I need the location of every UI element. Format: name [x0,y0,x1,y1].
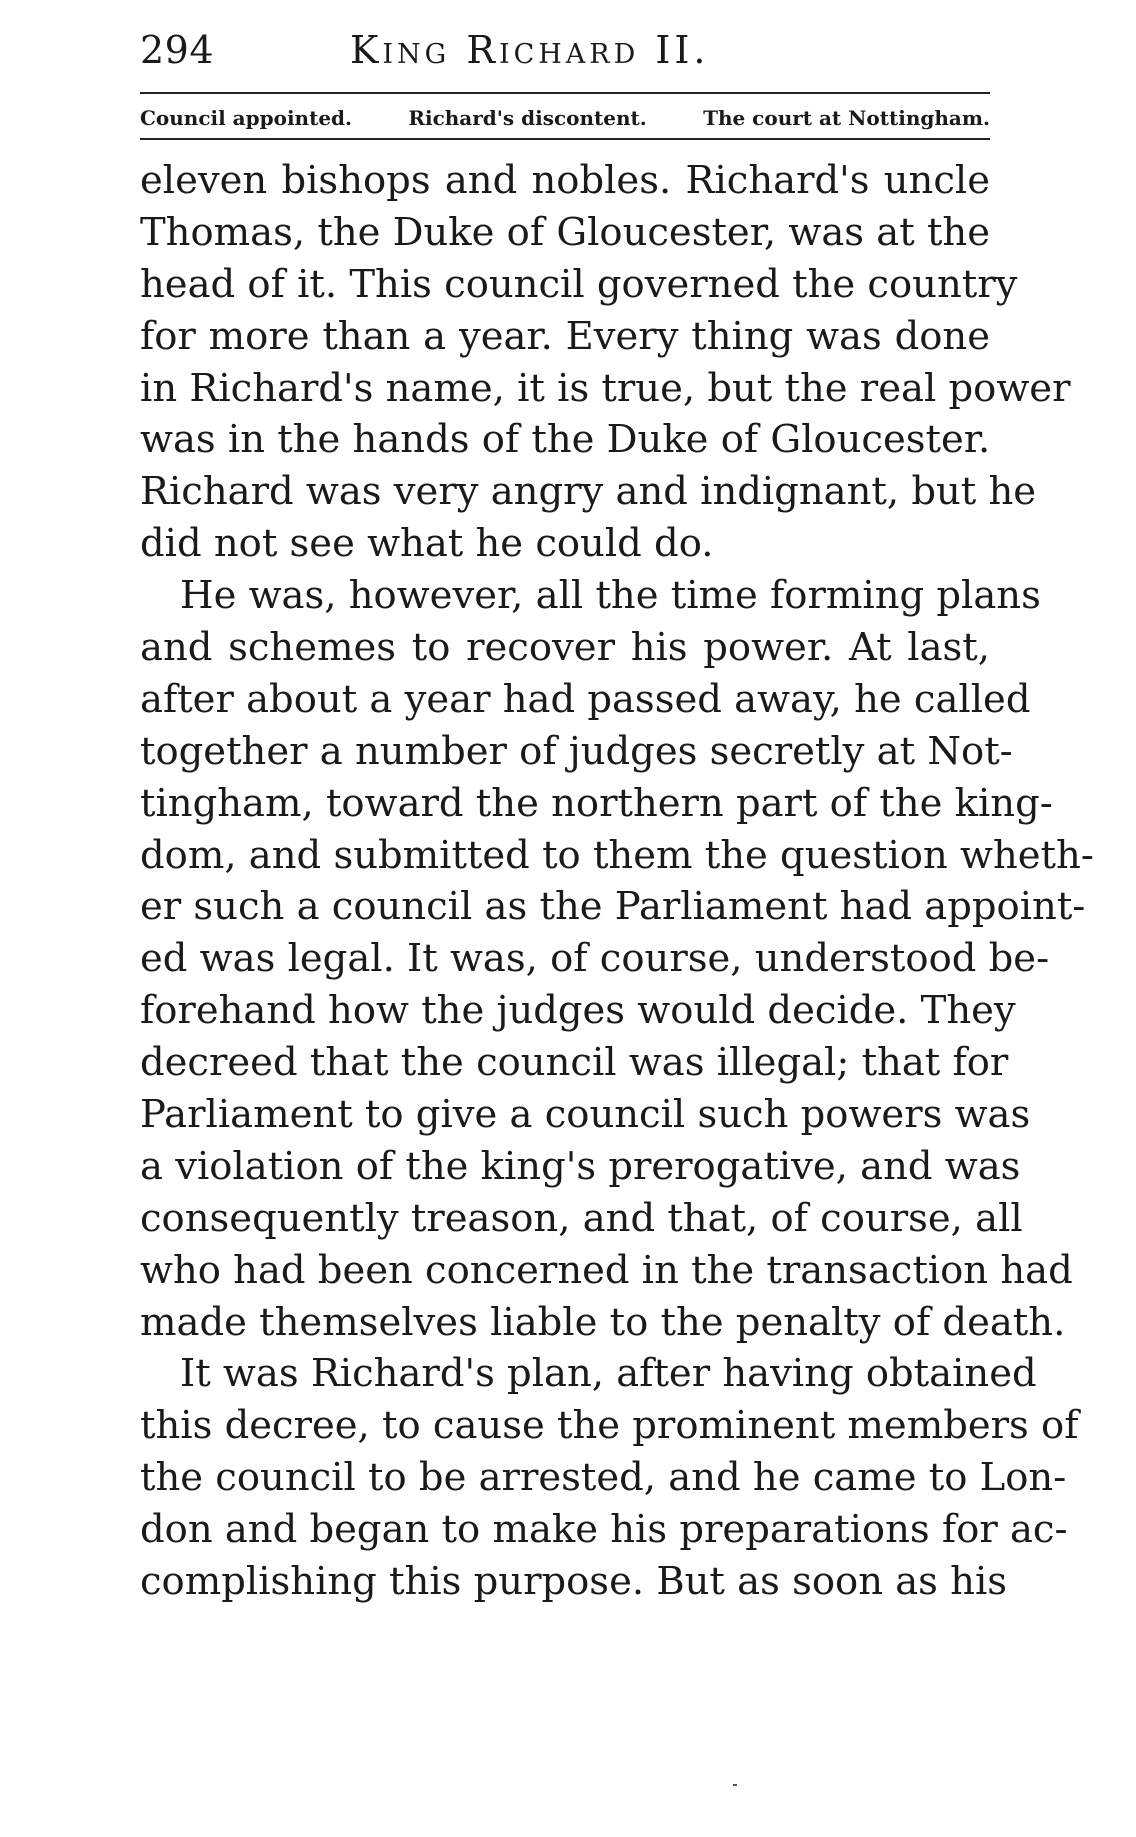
text-line: was in the hands of the Duke of Gloucester. [140,417,991,463]
running-head [140,22,990,82]
text-line: and schemes to recover his power. At last, [140,625,990,671]
page-number: 294 [140,28,215,72]
text-line: Parliament to give a council such powers was [140,1092,1031,1138]
text-line: made themselves liable to the penalty of death. [140,1299,1066,1345]
text-line: complishing this purpose. But as soon as his [140,1559,1008,1605]
text-line: eleven bishops and nobles. Richard's uncle [140,158,990,203]
book-title: King Richard II. [350,28,710,72]
text-line: decreed that the council was illegal; that for [140,1040,1009,1086]
text-line: this decree, to cause the prominent members of [140,1403,1079,1449]
topic-headings [140,103,990,133]
stray-ink-mark [733,1784,737,1786]
text-line: did not see what he could do. [140,521,714,567]
text-line: consequently treason, and that, of course, all [140,1195,1023,1241]
header-rule-top [140,92,990,94]
topic-court-at-nottingham: The court at Nottingham. [703,106,990,130]
text-line: after about a year had passed away, he called [140,676,1031,722]
text-line: Thomas, the Duke of Gloucester, was at the [140,209,990,255]
body-text [140,155,1094,1608]
text-line: er such a council as the Parliament had appoint- [140,884,1086,930]
header-rule-bottom [140,138,990,140]
topic-richards-discontent: Richard's discontent. [408,106,647,130]
text-line: a violation of the king's prerogative, and was [140,1143,1021,1189]
text-line: It was Richard's plan, after having obtained [180,1351,1037,1397]
text-line: head of it. This council governed the country [140,261,1018,307]
text-line: tingham, toward the northern part of the king- [140,780,1053,826]
text-line: ed was legal. It was, of course, understood be- [140,936,1050,982]
text-line: for more than a year. Every thing was done [140,313,990,359]
text-line: He was, however, all the time forming plans [180,573,1041,619]
text-line: forehand how the judges would decide. They [140,988,1016,1034]
text-line: dom, and submitted to them the question wheth- [140,832,1094,878]
text-line: the council to be arrested, and he came to Lon- [140,1455,1067,1501]
topic-council-appointed: Council appointed. [140,106,352,130]
text-line: who had been concerned in the transaction had [140,1247,1073,1293]
text-line: don and began to make his preparations for ac- [140,1507,1068,1553]
text-line: together a number of judges secretly at Not- [140,728,1013,774]
text-line: in Richard's name, it is true, but the real power [140,365,1071,411]
text-line: Richard was very angry and indignant, but he [140,469,1037,515]
